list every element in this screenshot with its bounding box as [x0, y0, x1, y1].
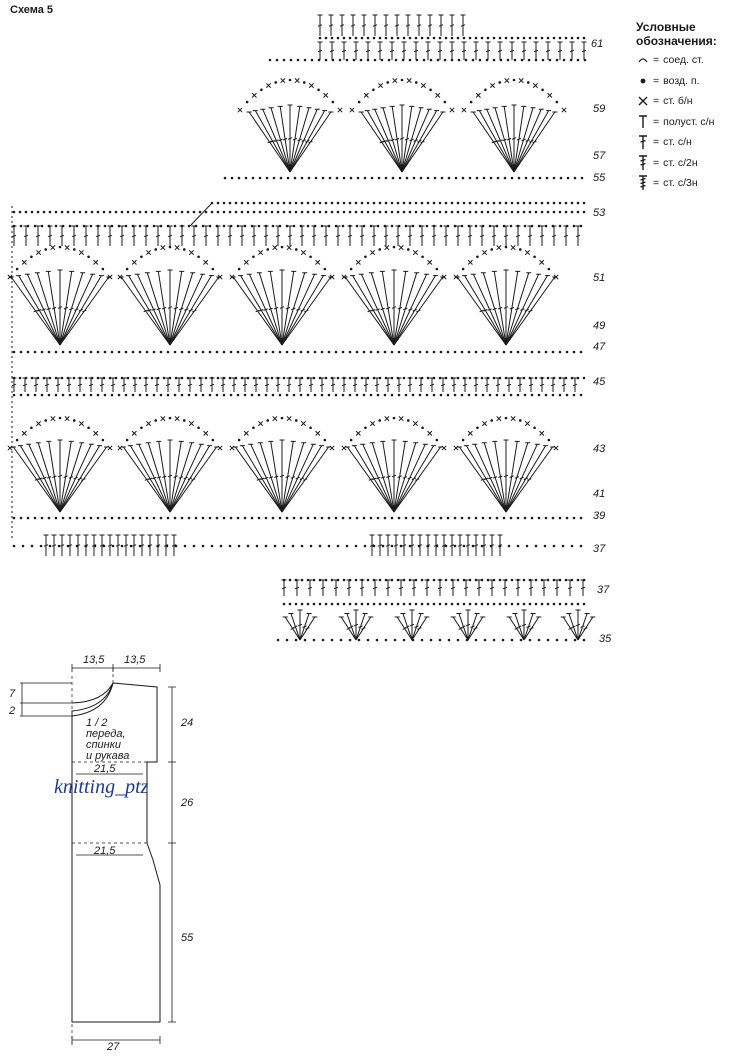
row-number: 41 [593, 488, 606, 500]
legend-equals: = [653, 74, 660, 87]
neck-line-front [72, 683, 113, 703]
row-number: 35 [599, 633, 612, 645]
dimension-label: 21,5 [94, 763, 116, 775]
dimension-label: 26 [181, 797, 194, 809]
legend-equals: = [653, 177, 660, 190]
legend-equals: = [653, 95, 660, 108]
row-number: 53 [593, 207, 606, 219]
row-number: 45 [593, 376, 606, 388]
dimension-label: 21,5 [94, 845, 116, 857]
row-number: 43 [593, 443, 606, 455]
row-number: 49 [593, 320, 606, 332]
dimension-label: 55 [181, 932, 194, 944]
legend-equals: = [653, 54, 660, 67]
legend-title-line1: Условные [636, 20, 696, 34]
piece-label-line: спинки [86, 739, 122, 751]
dimension-label: 7 [9, 688, 16, 700]
row-number: 59 [593, 103, 606, 115]
row-number: 55 [593, 172, 606, 184]
watermark: knitting_ptz [54, 776, 149, 798]
piece-label-line: и рукава [86, 750, 130, 762]
legend-label: соед. ст. [663, 54, 704, 67]
scheme-title: Схема 5 [10, 4, 54, 16]
row-number: 37 [593, 543, 606, 555]
dimension-line [168, 687, 176, 1022]
row-number: 39 [593, 510, 606, 522]
legend-label: ст. б/н [663, 95, 693, 108]
piece-label-line: переда, [86, 728, 126, 740]
dimension-label: 2 [9, 705, 16, 717]
dimension-label: 13,5 [124, 654, 146, 666]
row-number: 47 [593, 341, 606, 353]
dimension-label: 24 [181, 717, 194, 729]
dimension-label: 27 [107, 1041, 120, 1053]
legend-label: ст. с/3н [663, 177, 698, 190]
dimension-label: 13,5 [83, 654, 105, 666]
row-number: 37 [597, 584, 610, 596]
row-number: 51 [593, 272, 606, 284]
legend-label: ст. с/н [663, 136, 692, 149]
legend-equals: = [653, 156, 660, 169]
legend-label: возд. п. [663, 74, 700, 87]
legend-label: полуст. с/н [663, 115, 715, 128]
legend-label: ст. с/2н [663, 156, 698, 169]
piece-label-line: 1 / 2 [86, 717, 108, 729]
piece-label [86, 718, 166, 762]
legend-equals: = [653, 136, 660, 149]
dimension-line [20, 683, 72, 716]
legend-equals: = [653, 115, 660, 128]
legend-title-line2: обозначения: [636, 34, 717, 48]
row-number: 57 [593, 150, 606, 162]
row-number: 61 [591, 38, 604, 50]
